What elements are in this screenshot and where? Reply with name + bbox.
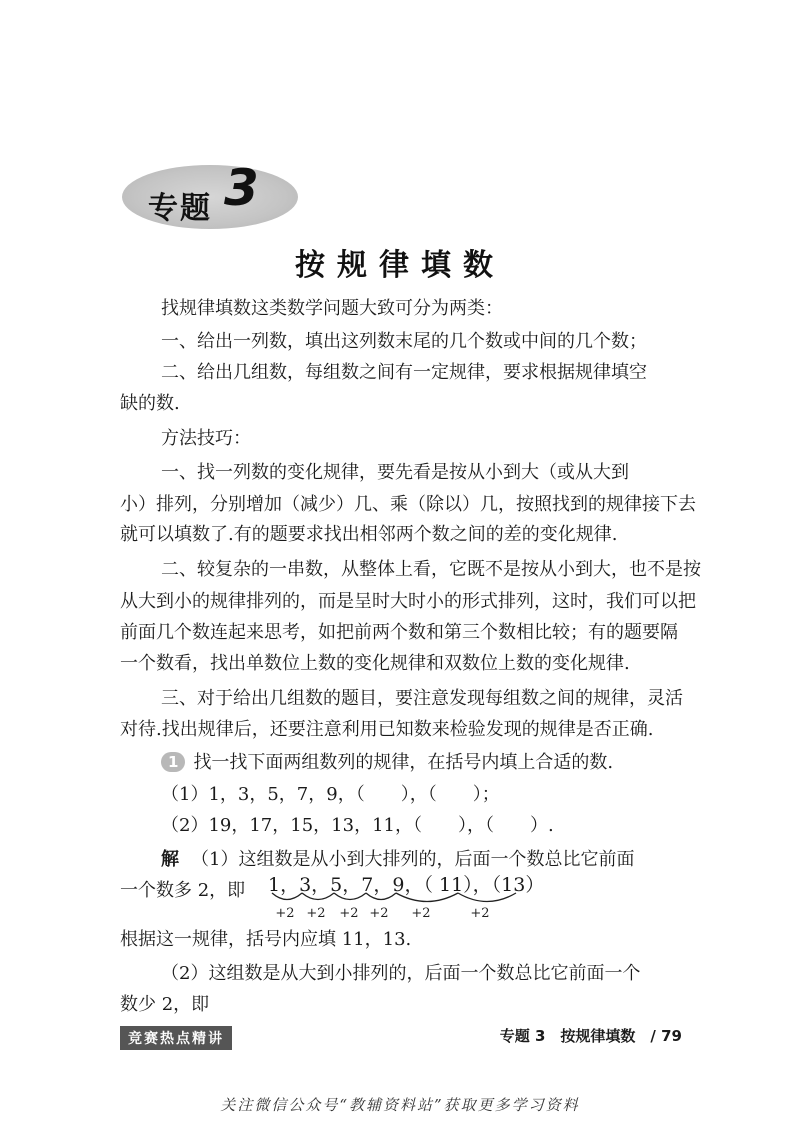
solution1-conclusion: 根据这一规律，括号内应填 11，13. [120,929,412,950]
sequence-display: 1，3，5，7，9，（ 11），（13） [268,874,545,896]
method2-line3: 前面几个数连起来思考，如把前两个数和第三个数相比较；有的题要隔 [120,622,678,643]
step-label-5: +2 [411,906,431,921]
methods-heading: 方法技巧： [161,428,251,449]
step-label-6: +2 [470,906,490,921]
solution-line2: 一个数多 2，即 [120,880,246,901]
topic-badge-number: 3 [224,159,259,217]
step-label-1: +2 [275,906,295,921]
arc-3 [334,893,366,900]
series-label-tag: 竞赛热点精讲 [120,1026,232,1050]
page-header-info: 专题 3 按规律填数 / 79 [499,1027,682,1045]
bottom-watermark-note: 关注微信公众号“教辅资料站”获取更多学习资料 [220,1096,580,1114]
topic-badge-label: 专题 [148,191,212,226]
method3-line1: 三、对于给出几组数的题目，要注意发现每组数之间的规律，灵活 [161,688,683,709]
method1-line2: 小）排列，分别增加（减少）几、乘（除以）几，按照找到的规律接下去 [120,494,696,515]
solution-part1-text: （1）这组数是从小到大排列的，后面一个数总比它前面 [191,849,635,870]
arc-6 [458,893,516,902]
arc-2 [302,893,334,900]
method3-line2: 对待.找出规律后，还要注意利用已知数来检验发现的规律是否正确. [120,719,654,740]
method2-line4: 一个数看，找出单数位上数的变化规律和双数位上数的变化规律. [120,653,630,674]
method1-line3: 就可以填数了.有的题要求找出相邻两个数之间的差的变化规律. [120,524,618,545]
step-label-4: +2 [369,906,389,921]
arc-5 [396,893,458,902]
step-label-3: +2 [339,906,359,921]
method1-line1: 一、找一列数的变化规律，要先看是按从小到大（或从大到 [161,462,629,483]
step-label-2: +2 [306,906,326,921]
question-2: （2）19，17，15，13，11，（ ），（ ）. [161,815,554,836]
type2-line1: 二、给出几组数，每组数之间有一定规律，要求根据规律填空 [161,362,647,383]
solution2-line1: （2）这组数是从大到小排列的，后面一个数总比它前面一个 [161,963,641,984]
page-title: 按规律填数 [295,248,505,283]
intro-paragraph: 找规律填数这类数学问题大致可分为两类： [161,298,503,319]
solution-label: 解 [161,849,179,870]
method2-line1: 二、较复杂的一串数，从整体上看，它既不是按从小到大，也不是按 [161,559,701,580]
arc-4 [366,893,396,900]
arc-1 [272,893,302,900]
example-number-badge: 1 [161,752,185,772]
solution2-line2: 数少 2，即 [120,994,210,1015]
type1-paragraph: 一、给出一列数，填出这列数末尾的几个数或中间的几个数； [161,331,647,352]
method2-line2: 从大到小的规律排列的，而是呈时大时小的形式排列，这时，我们可以把 [120,591,696,612]
example-prompt: 找一找下面两组数列的规律，在括号内填上合适的数. [193,752,614,773]
question-1: （1）1，3，5，7，9，（ ），（ ）； [161,784,500,805]
type2-line2: 缺的数. [120,393,180,414]
